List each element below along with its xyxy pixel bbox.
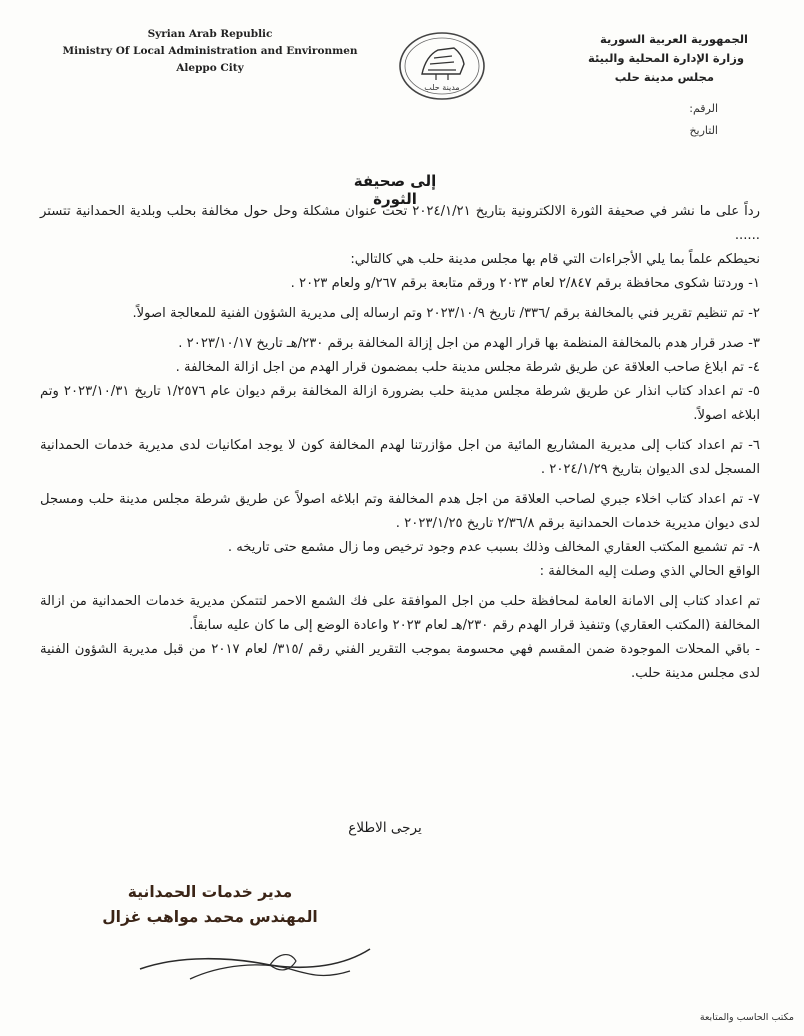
footer-office: مكتب الحاسب والمتابعة (699, 1012, 794, 1023)
header-en-country: Syrian Arab Republic (147, 28, 273, 40)
aleppo-city-seal-logo (396, 30, 488, 102)
letter-title: إلى صحيفة الثورة (353, 172, 437, 208)
header-ar-ministry: وزارة الإدارة المحلية والبيئة (588, 51, 744, 65)
handwritten-signature (120, 935, 380, 995)
signature-block (80, 880, 340, 930)
signature-name: المهندس محمد مواهب غزال (102, 908, 318, 926)
header-ar-country: الجمهورية العربية السورية (600, 32, 748, 46)
header-arabic (518, 30, 748, 87)
intro-paragraph: رداً على ما نشر في صحيفة الثورة الالكترونية بتاريخ ٢٠٢٤/١/٢١ تحت عنوان مشكلة وحل حول مخالفة بحلب وبلدية الحمدانية تتستر ...... (40, 204, 760, 243)
list-item-2: ٢- تم تنظيم تقرير فني بالمخالفة برقم /٣٣٦/ تاريخ ٢٠٢٣/١٠/٩ وتم ارساله إلى مديرية الشؤون الفنية للمعالجة اصولاً. (132, 306, 760, 321)
reference-block (598, 98, 718, 142)
procedures-lead: نحيطكم علماً بما يلي الأجراءات التي قام بها مجلس مدينة حلب هي كالتالي: (350, 252, 760, 267)
remaining-shops-paragraph: - باقي المحلات الموجودة ضمن المقسم فهي محسومة بموجب التقرير الفني رقم /٣١٥/ لعام ٢٠١٧ من قبل مديرية الشؤون الفنية لدى مجلس مدينة حلب. (40, 642, 760, 681)
letter-body (40, 200, 760, 686)
header-ar-city: مجلس مدينة حلب (614, 70, 714, 84)
ref-date-label: التاريخ (689, 124, 718, 137)
list-item-7: ٧- تم اعداد كتاب اخلاء جبري لصاحب العلاقة من اجل هدم المخالفة وتم ابلاغه اصولاً عن طريق شرطة مجلس مدينة حلب ومسجل لدى ديوان مديرية خدمات الحمدانية برقم ٢/٣٦/٨ تاريخ ٢٠٢٣/١/٢٥ . (40, 492, 760, 531)
ref-number-label: الرقم: (689, 102, 718, 115)
list-item-4: ٤- تم ابلاغ صاحب العلاقة عن طريق شرطة مجلس مدينة حلب بمضمون قرار الهدم من اجل ازالة المخالفة . (175, 360, 760, 375)
list-item-5: ٥- تم اعداد كتاب انذار عن طريق شرطة مجلس مدينة حلب بضرورة ازالة المخالفة برقم ديوان عام ١/٢٥٧٦ تاريخ ٢٠٢٣/١٠/٣١ وتم ابلاغه اصولاً. (40, 384, 760, 423)
header-en-ministry: Ministry Of Local Administration and Environmen (62, 45, 358, 57)
signature-title: مدير خدمات الحمدانية (127, 883, 293, 901)
header-english (55, 26, 365, 77)
seal-text: مدينة حلب (424, 83, 460, 92)
list-item-8: ٨- تم تشميع المكتب العقاري المخالف وذلك بسبب عدم وجود ترخيص وما زال مشمع حتى تاريخه . (227, 540, 760, 555)
current-status-paragraph: تم اعداد كتاب إلى الامانة العامة لمحافظة حلب من اجل الموافقة على فك الشمع الاحمر لتتمكن مديرية خدمات الحمدانية من ازالة المخالفة (المكتب العقاري) وتنفيذ قرار الهدم رقم ٢٣٠/هـ لعام ٢٠٢٣ واعادة الوضع إلى ما كان عليه سابقاً. (40, 594, 760, 633)
header-en-city: Aleppo City (176, 62, 244, 74)
list-item-6: ٦- تم اعداد كتاب إلى مديرية المشاريع المائية من اجل مؤازرتنا لهدم المخالفة كون لا يوجد امكانيات لدى مديرية خدمات الحمدانية المسجل لدى الديوان بتاريخ ٢٠٢٤/١/٢٩ . (40, 438, 760, 477)
list-item-1: ١- وردتنا شكوى محافظة برقم ٢/٨٤٧ لعام ٢٠٢٣ ورقم متابعة برقم ٢٦٧/و ولعام ٢٠٢٣ . (290, 276, 760, 291)
closing-line: يرجى الاطلاع (348, 820, 422, 836)
list-item-3: ٣- صدر قرار هدم بالمخالفة المنظمة بها قرار الهدم من اجل إزالة المخالفة برقم ٢٣٠/هـ تاريخ ٢٠٢٣/١٠/١٧ . (178, 336, 760, 351)
current-status-heading: الواقع الحالي الذي وصلت إليه المخالفة : (539, 564, 760, 579)
